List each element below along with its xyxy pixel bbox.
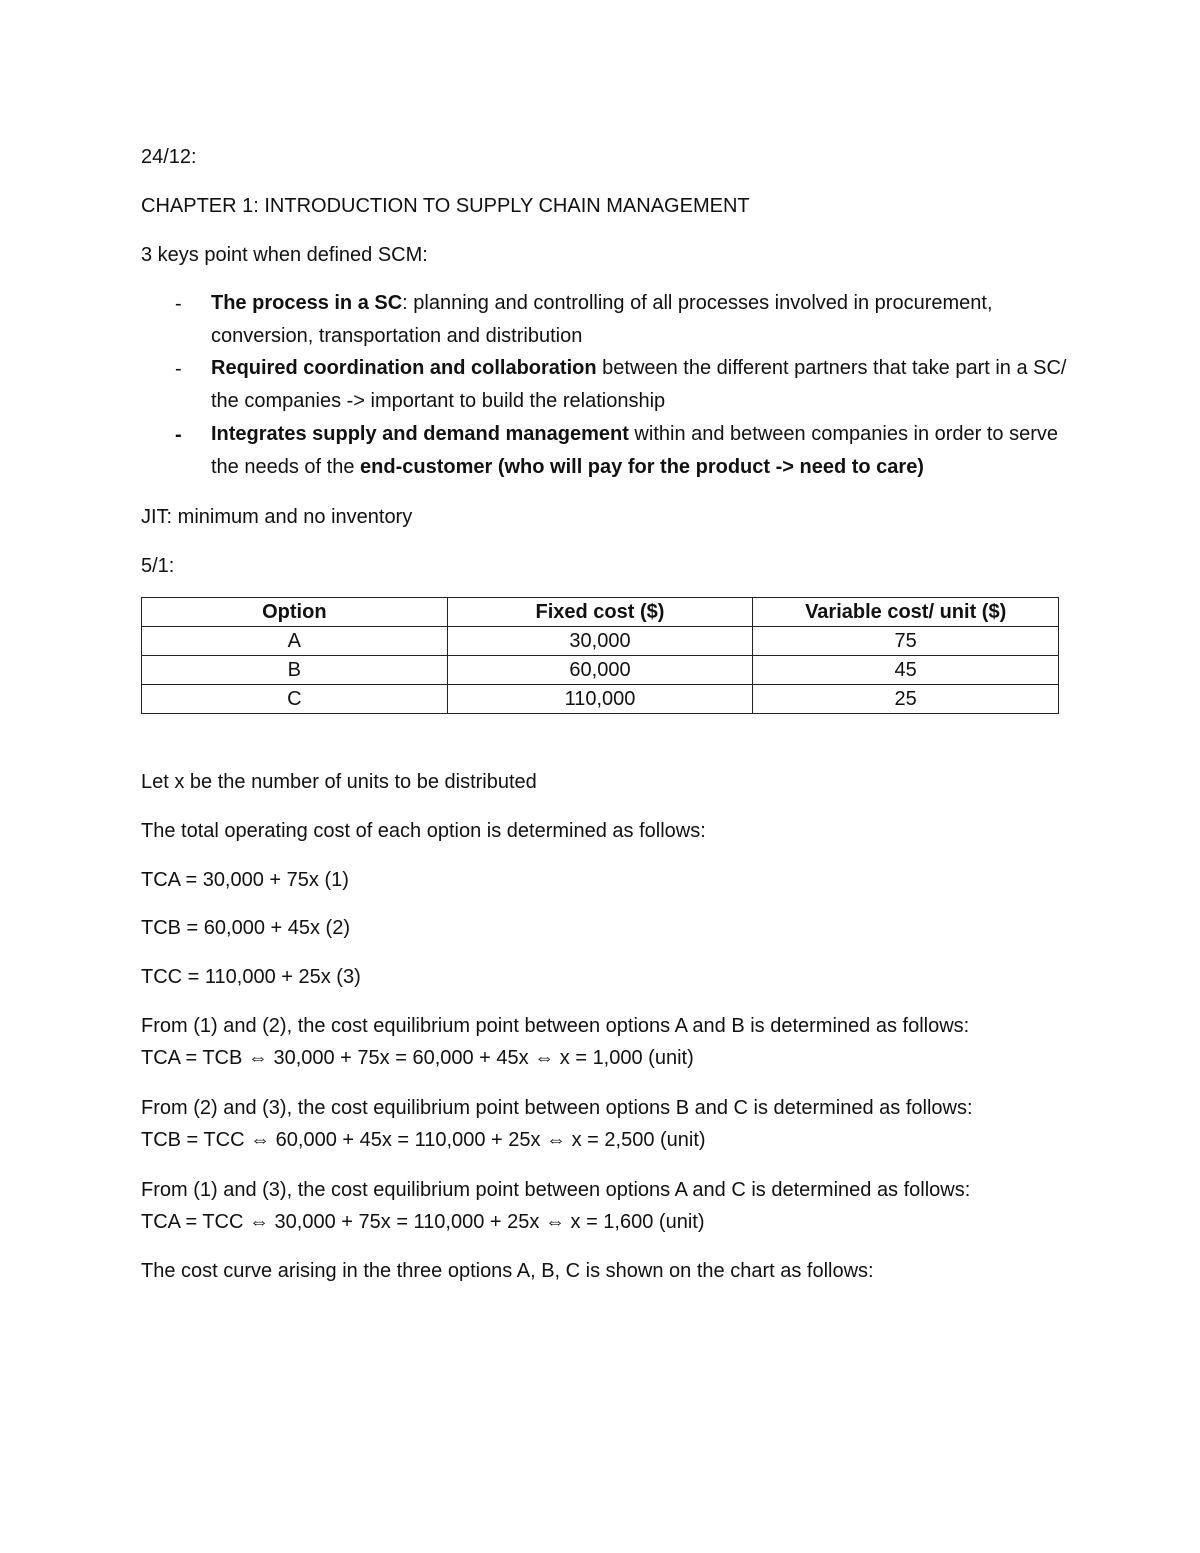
bullet-bold: Integrates supply and demand management (211, 423, 629, 445)
bullet-item-integrates (211, 418, 1071, 484)
header-variable-cost: Variable cost/ unit ($) (753, 598, 1059, 627)
cost-options-table (141, 597, 1059, 714)
let-x-statement: Let x be the number of units to be distributed (141, 771, 537, 793)
header-fixed-cost: Fixed cost ($) (447, 598, 753, 627)
bullet-bold: Required coordination and collaboration (211, 357, 597, 379)
table-cell: 110,000 (447, 685, 753, 714)
table-cell: 30,000 (447, 627, 753, 656)
total-cost-intro: The total operating cost of each option is determined as follows: (141, 820, 706, 842)
equilibrium-bc-result: TCB = TCC ⇔ 60,000 + 45x = 110,000 + 25x ⇔ x = 2,500 (unit) (141, 1129, 706, 1151)
bullet-bold: The process in a SC (211, 292, 403, 314)
table-row (142, 685, 1059, 714)
bullet-dash: - (175, 424, 182, 446)
table-cell: 60,000 (447, 656, 753, 685)
table-header-row (142, 598, 1059, 627)
date-heading-2: 5/1: (141, 555, 175, 577)
bullet-item-process (211, 287, 1071, 353)
bullet-rest: between the different partners that take part in a SC/ the companies -> important to build the relationship (211, 357, 1067, 412)
scm-intro: 3 keys point when defined SCM: (141, 244, 428, 266)
chapter-title: CHAPTER 1: INTRODUCTION TO SUPPLY CHAIN MANAGEMENT (141, 195, 750, 217)
header-option: Option (142, 598, 448, 627)
equilibrium-bc-intro: From (2) and (3), the cost equilibrium point between options B and C is determined as follows: (141, 1097, 973, 1119)
date-heading-1: 24/12: (141, 146, 197, 168)
chart-intro: The cost curve arising in the three options A, B, C is shown on the chart as follows: (141, 1260, 874, 1282)
bullet-rest: within and between companies in order to serve the needs of the (211, 423, 1059, 478)
equation-tcb: TCB = 60,000 + 45x (2) (141, 917, 351, 939)
table-cell: C (142, 685, 448, 714)
bullet-dash: - (175, 358, 182, 380)
equilibrium-ab-intro: From (1) and (2), the cost equilibrium point between options A and B is determined as follows: (141, 1015, 970, 1037)
equilibrium-ab-result: TCA = TCB ⇔ 30,000 + 75x = 60,000 + 45x ⇔ x = 1,000 (unit) (141, 1047, 694, 1069)
table-cell: 25 (753, 685, 1059, 714)
jit-note: JIT: minimum and no inventory (141, 506, 413, 528)
table-cell: 45 (753, 656, 1059, 685)
bullet-dash: - (175, 293, 182, 315)
table-row (142, 656, 1059, 685)
equilibrium-ac-result: TCA = TCC ⇔ 30,000 + 75x = 110,000 + 25x ⇔ x = 1,600 (unit) (141, 1211, 705, 1233)
bullet-bold-end: end-customer (who will pay for the product -> need to care) (360, 456, 924, 478)
equilibrium-ac-intro: From (1) and (3), the cost equilibrium point between options A and C is determined as follows: (141, 1179, 971, 1201)
bullet-rest: : planning and controlling of all processes involved in procurement, conversion, transportation and distribution (211, 292, 993, 347)
equation-tcc: TCC = 110,000 + 25x (3) (141, 966, 361, 988)
table-cell: B (142, 656, 448, 685)
table-row (142, 627, 1059, 656)
equation-tca: TCA = 30,000 + 75x (1) (141, 869, 349, 891)
table-cell: 75 (753, 627, 1059, 656)
table-cell: A (142, 627, 448, 656)
bullet-item-coordination (211, 352, 1071, 418)
